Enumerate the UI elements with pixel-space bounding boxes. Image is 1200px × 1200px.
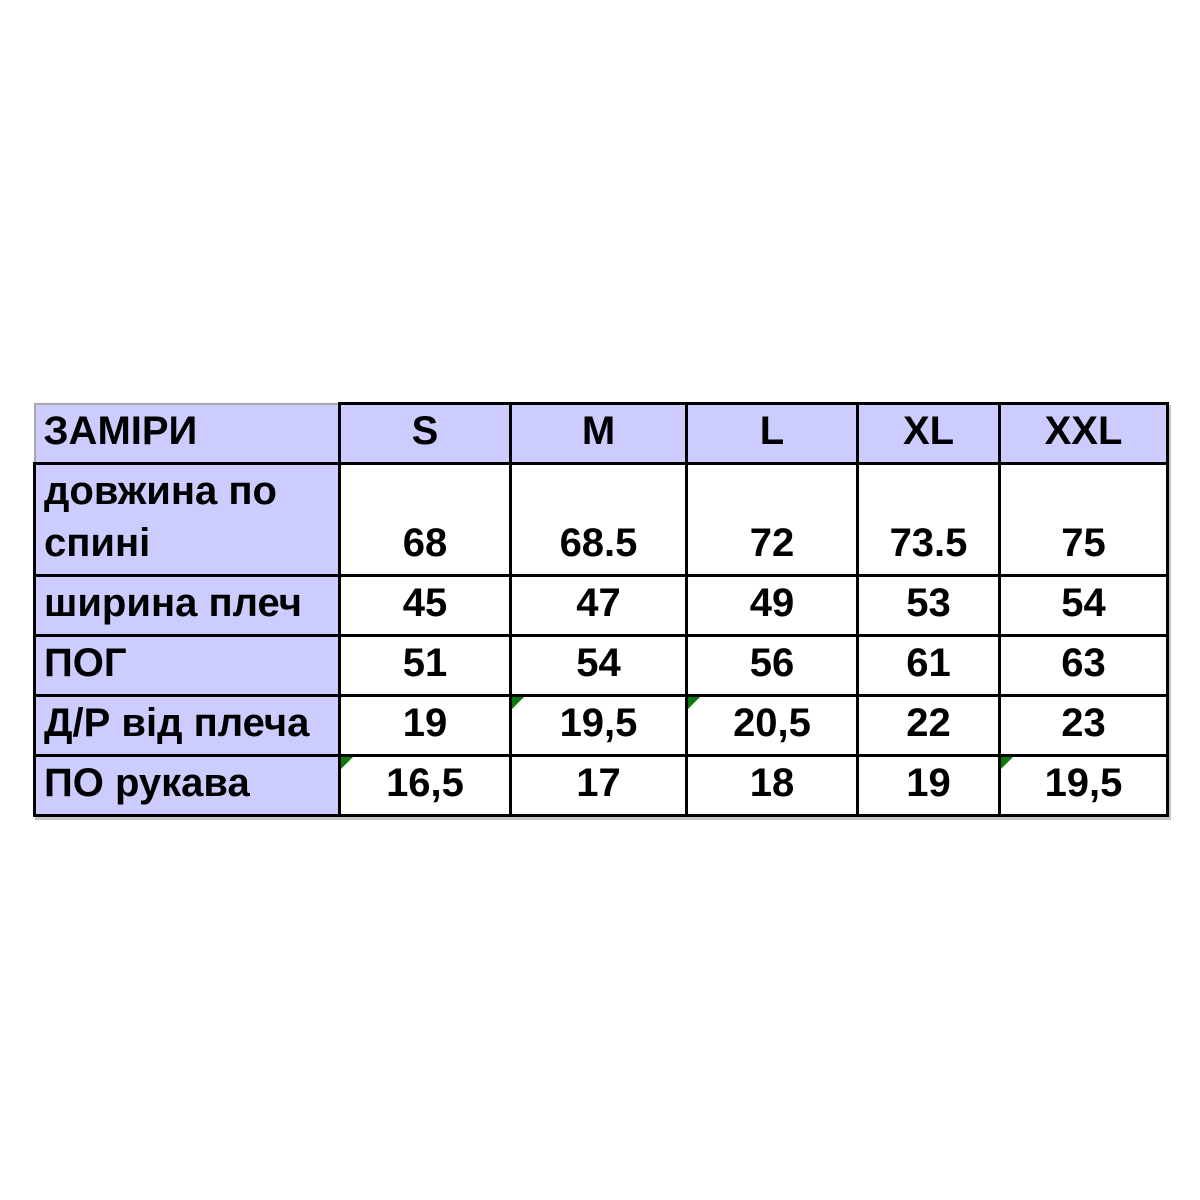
size-cell: 72 bbox=[687, 464, 858, 576]
size-cell: 56 bbox=[687, 636, 858, 696]
table-row-pog bbox=[35, 636, 1168, 696]
column-header-xl: XL bbox=[858, 404, 1000, 464]
size-cell: 45 bbox=[340, 576, 511, 636]
row-label: Д/Р від плеча bbox=[35, 696, 340, 756]
size-cell: 53 bbox=[858, 576, 1000, 636]
table-row-sleeve-from-shoulder bbox=[35, 696, 1168, 756]
size-cell: 20,5 bbox=[687, 696, 858, 756]
size-cell: 17 bbox=[511, 756, 687, 816]
size-cell: 68 bbox=[340, 464, 511, 576]
size-cell: 19 bbox=[340, 696, 511, 756]
size-cell: 73.5 bbox=[858, 464, 1000, 576]
size-cell: 16,5 bbox=[340, 756, 511, 816]
size-cell: 19,5 bbox=[1000, 756, 1168, 816]
row-label: ширина плеч bbox=[35, 576, 340, 636]
size-cell: 19 bbox=[858, 756, 1000, 816]
size-cell: 75 bbox=[1000, 464, 1168, 576]
row-label: довжина по спині bbox=[35, 464, 340, 576]
corner-header-zamiry: ЗАМІРИ bbox=[35, 404, 340, 464]
size-cell: 22 bbox=[858, 696, 1000, 756]
size-cell: 19,5 bbox=[511, 696, 687, 756]
size-cell: 61 bbox=[858, 636, 1000, 696]
header-row bbox=[35, 404, 1168, 464]
column-header-s: S bbox=[340, 404, 511, 464]
column-header-m: M bbox=[511, 404, 687, 464]
size-cell: 47 bbox=[511, 576, 687, 636]
table-row-back-length bbox=[35, 464, 1168, 576]
row-label: ПОГ bbox=[35, 636, 340, 696]
row-label: ПО рукава bbox=[35, 756, 340, 816]
table-row-sleeve-po bbox=[35, 756, 1168, 816]
size-cell: 54 bbox=[511, 636, 687, 696]
size-chart-table bbox=[33, 402, 1169, 817]
size-cell: 68.5 bbox=[511, 464, 687, 576]
size-cell: 63 bbox=[1000, 636, 1168, 696]
size-cell: 49 bbox=[687, 576, 858, 636]
column-header-xxl: XXL bbox=[1000, 404, 1168, 464]
size-cell: 51 bbox=[340, 636, 511, 696]
size-cell: 54 bbox=[1000, 576, 1168, 636]
size-cell: 18 bbox=[687, 756, 858, 816]
column-header-l: L bbox=[687, 404, 858, 464]
size-cell: 23 bbox=[1000, 696, 1168, 756]
table-row-shoulder-width bbox=[35, 576, 1168, 636]
